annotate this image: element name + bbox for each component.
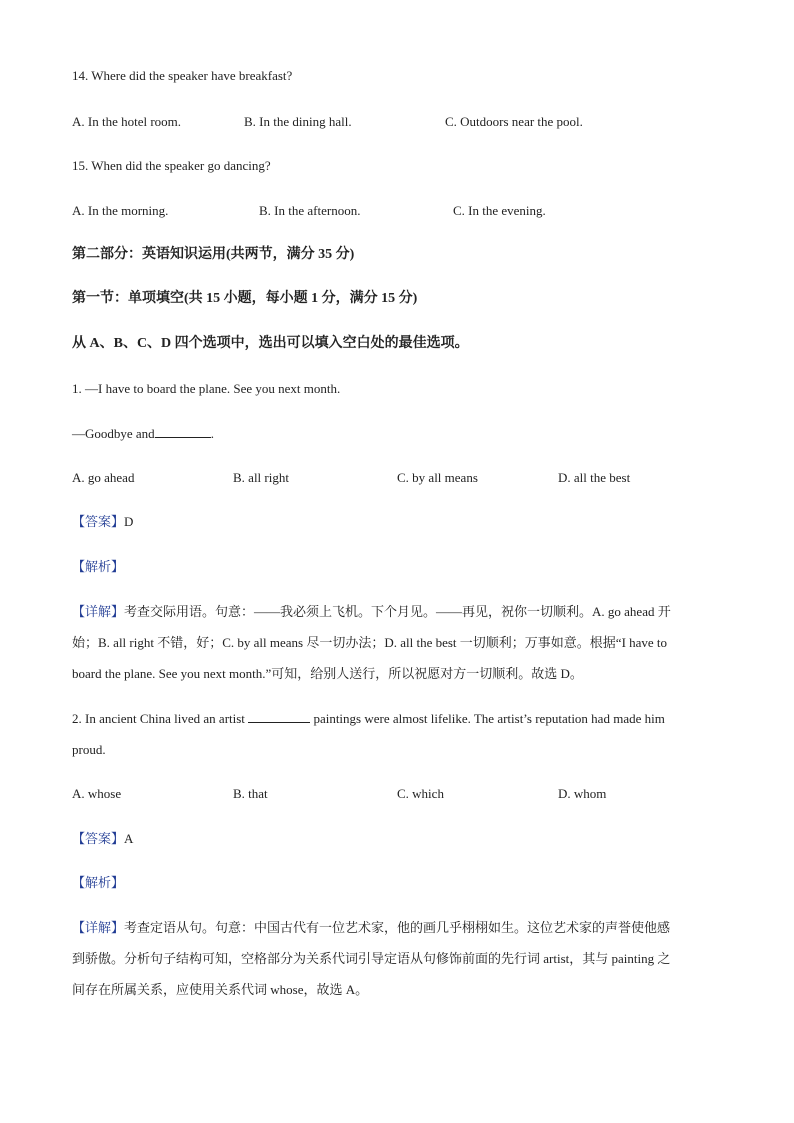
- item2-blank: [248, 710, 310, 723]
- item2-line2: proud.: [72, 742, 106, 757]
- q15-option-c: C. In the evening.: [453, 203, 546, 218]
- part2-heading: 第二部分：英语知识运用(共两节，满分 35 分): [72, 247, 355, 262]
- item2-line1-b: paintings were almost lifelike. The artist’s reputation had made him: [313, 711, 665, 726]
- item1-answer: [72, 513, 133, 531]
- q14-question: 14. Where did the speaker have breakfast?: [72, 68, 293, 83]
- item1-option-b: B. all right: [233, 470, 289, 485]
- q14-option-b: B. In the dining hall.: [244, 114, 352, 129]
- item1-answer-value: D: [124, 514, 134, 529]
- item1-detail-tag: 【详解】: [72, 604, 125, 619]
- item1-analysis: [72, 558, 124, 576]
- item2-detail-line1: [72, 919, 670, 937]
- item2-detail-line3: 间存在所属关系，应使用关系代词 whose，故选 A。: [72, 982, 369, 997]
- item1-analysis-tag: 【解析】: [72, 559, 125, 574]
- item1-option-d: D. all the best: [558, 470, 631, 485]
- item1-detail-line3: board the plane. See you next month.”可知，给别人送行，所以祝愿对方一切顺利。故选 D。: [72, 666, 583, 681]
- item2-analysis: [72, 874, 124, 892]
- item1-answer-tag: 【答案】: [72, 514, 125, 529]
- q15-option-a: A. In the morning.: [72, 203, 169, 218]
- q15-question: 15. When did the speaker go dancing?: [72, 158, 271, 173]
- item2-answer-value: A: [124, 831, 134, 846]
- item1-line2-end: .: [210, 426, 214, 441]
- item2-detail-tag: 【详解】: [72, 920, 125, 935]
- item2-answer-tag: 【答案】: [72, 831, 125, 846]
- q14-option-a: A. In the hotel room.: [72, 114, 182, 129]
- item1-line2: [72, 425, 214, 443]
- instruction: 从 A、B、C、D 四个选项中，选出可以填入空白处的最佳选项。: [72, 336, 469, 351]
- item2-line1: [72, 710, 665, 728]
- section1-heading: 第一节：单项填空(共 15 小题，每小题 1 分，满分 15 分): [72, 291, 418, 306]
- item2-line1-a: 2. In ancient China lived an artist: [72, 711, 245, 726]
- item2-detail-line2: 到骄傲。分析句子结构可知，空格部分为关系代词引导定语从句修饰前面的先行词 artist，其与 painting 之: [72, 951, 671, 966]
- item1-line2-text: —Goodbye and: [72, 426, 155, 441]
- item1-line1: 1. —I have to board the plane. See you next month.: [72, 381, 341, 396]
- item1-option-a: A. go ahead: [72, 470, 135, 485]
- q15-option-b: B. In the afternoon.: [259, 203, 361, 218]
- item2-option-c: C. which: [397, 786, 444, 801]
- item2-option-d: D. whom: [558, 786, 607, 801]
- item1-option-c: C. by all means: [397, 470, 478, 485]
- item1-detail-text1: 考查交际用语。句意：——我必须上飞机。下个月见。——再见，祝你一切顺利。A. go ahead 开: [124, 604, 671, 619]
- item2-option-b: B. that: [233, 786, 268, 801]
- item2-option-a: A. whose: [72, 786, 122, 801]
- item2-analysis-tag: 【解析】: [72, 875, 125, 890]
- q14-option-c: C. Outdoors near the pool.: [445, 114, 583, 129]
- item2-detail-text1: 考查定语从句。句意：中国古代有一位艺术家，他的画几乎栩栩如生。这位艺术家的声誉使他感: [124, 920, 671, 935]
- item2-answer: [72, 830, 133, 848]
- item1-blank: [155, 425, 211, 438]
- item1-detail-line1: [72, 603, 671, 621]
- item1-detail-line2: 始；B. all right 不错，好；C. by all means 尽一切办法；D. all the best 一切顺利；万事如意。根据“I have to: [72, 635, 668, 650]
